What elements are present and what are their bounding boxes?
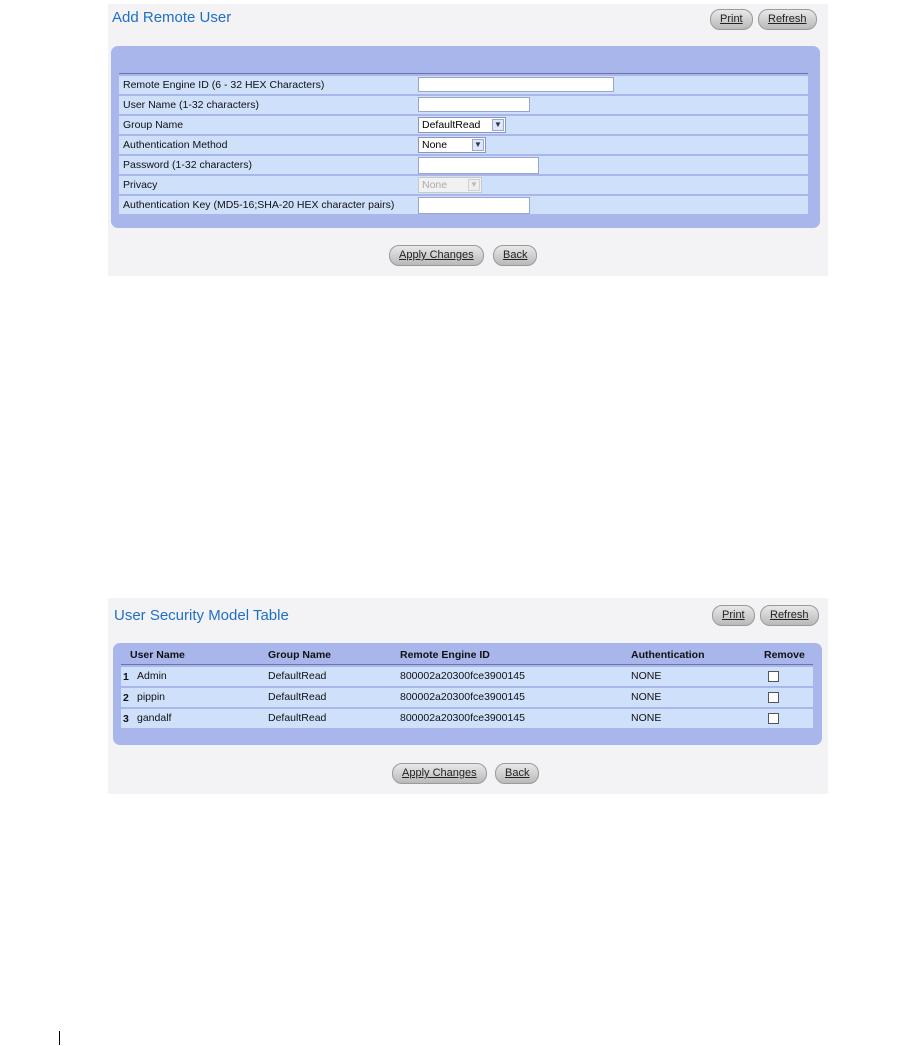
auth-method-label: Authentication Method [123, 139, 228, 151]
col-header-authentication: Authentication [631, 649, 705, 661]
auth-key-input[interactable] [418, 197, 530, 214]
remote-engine-id-cell: 800002a20300fce3900145 [400, 670, 525, 682]
privacy-value: None [422, 179, 448, 191]
group-name-label: Group Name [123, 119, 184, 131]
chevron-down-icon: ▼ [468, 179, 480, 191]
remove-checkbox[interactable] [768, 692, 779, 703]
header-divider [121, 664, 813, 665]
table-row [121, 709, 813, 728]
back-button[interactable]: Back [493, 245, 537, 266]
col-header-group-name: Group Name [268, 649, 332, 661]
remote-engine-id-cell: 800002a20300fce3900145 [400, 712, 525, 724]
table-row [121, 667, 813, 686]
back-button[interactable]: Back [495, 763, 539, 784]
row-number: 3 [123, 713, 129, 725]
privacy-label: Privacy [123, 179, 158, 191]
usm-table [113, 643, 822, 745]
group-name-select[interactable] [418, 117, 506, 133]
group-name-value: DefaultRead [422, 119, 481, 131]
remove-checkbox[interactable] [768, 671, 779, 682]
col-header-remove: Remove [764, 649, 805, 661]
page-title: Add Remote User [112, 9, 232, 26]
refresh-button[interactable]: Refresh [760, 605, 819, 626]
col-header-user-name: User Name [130, 649, 185, 661]
col-header-remote-engine-id: Remote Engine ID [400, 649, 490, 661]
remote-engine-id-cell: 800002a20300fce3900145 [400, 691, 525, 703]
print-button[interactable]: Print [712, 605, 755, 626]
page-margin-bar [59, 1031, 60, 1045]
remote-engine-id-label: Remote Engine ID (6 - 32 HEX Characters) [123, 79, 325, 91]
usm-table-section [108, 598, 828, 794]
group-name-cell: DefaultRead [268, 691, 327, 703]
header-divider [119, 73, 808, 74]
auth-method-value: None [422, 139, 448, 151]
table-row [121, 688, 813, 707]
chevron-down-icon: ▼ [472, 139, 484, 151]
user-name-input[interactable] [418, 97, 530, 112]
row-number: 1 [123, 671, 129, 683]
user-name-label: User Name (1-32 characters) [123, 99, 259, 111]
group-name-cell: DefaultRead [268, 670, 327, 682]
user-name-cell: pippin [137, 691, 166, 703]
password-input[interactable] [418, 157, 539, 174]
remove-checkbox[interactable] [768, 713, 779, 724]
user-name-cell: Admin [137, 670, 167, 682]
print-button[interactable]: Print [710, 9, 753, 30]
row-number: 2 [123, 692, 129, 704]
authentication-cell: NONE [631, 670, 662, 682]
apply-changes-button[interactable]: Apply Changes [392, 763, 487, 784]
remote-engine-id-input[interactable] [418, 77, 614, 92]
add-remote-user-form [111, 46, 820, 228]
password-label: Password (1-32 characters) [123, 159, 252, 171]
authentication-cell: NONE [631, 712, 662, 724]
group-name-cell: DefaultRead [268, 712, 327, 724]
privacy-select [418, 177, 482, 193]
auth-method-select[interactable] [418, 137, 486, 153]
chevron-down-icon: ▼ [492, 119, 504, 131]
usm-table-title: User Security Model Table [114, 607, 289, 624]
add-remote-user-section [108, 4, 828, 276]
apply-changes-button[interactable]: Apply Changes [389, 245, 484, 266]
authentication-cell: NONE [631, 691, 662, 703]
auth-key-label: Authentication Key (MD5-16;SHA-20 HEX character pairs) [123, 199, 395, 211]
user-name-cell: gandalf [137, 712, 172, 724]
refresh-button[interactable]: Refresh [758, 9, 817, 30]
